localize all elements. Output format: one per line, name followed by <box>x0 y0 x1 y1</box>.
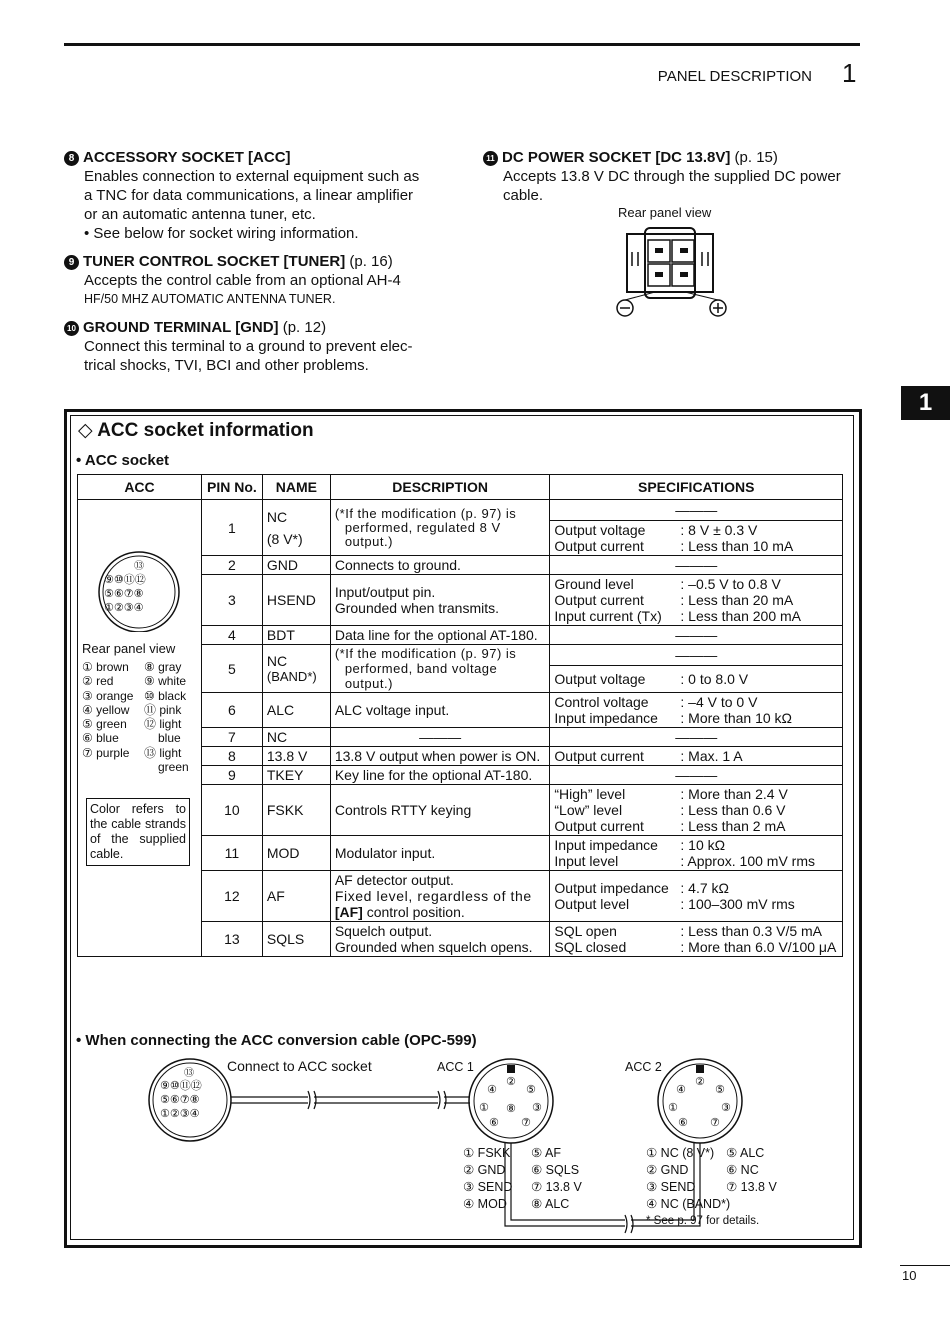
color-item: ⑦ purple <box>82 745 130 760</box>
color-item: blue <box>158 731 181 746</box>
pin-item: ② GND <box>646 1163 689 1177</box>
header-name: NAME <box>262 475 330 500</box>
spec-cell: ——— <box>550 556 843 575</box>
pin-item: ⑧ ALC <box>531 1197 570 1211</box>
description-cell: Squelch output. Grounded when squelch opens. <box>330 922 550 957</box>
dc-figure-label: Rear panel view <box>618 205 712 220</box>
color-item: ⑥ blue <box>82 731 119 746</box>
pin-item: ③ SEND <box>463 1180 513 1194</box>
item-text-line: cable. <box>503 187 544 204</box>
header-description: DESCRIPTION <box>330 475 550 500</box>
color-item: ⑩ black <box>144 688 187 703</box>
color-legend <box>82 660 197 774</box>
pin-cell: 2 <box>201 556 262 575</box>
item-accessory-socket <box>64 148 449 243</box>
name-cell: FSKK <box>262 785 330 836</box>
item-number: 10 <box>64 321 79 336</box>
svg-text:④: ④ <box>676 1084 686 1096</box>
acc-socket-subtitle: • ACC socket <box>76 452 170 469</box>
svg-text:④: ④ <box>487 1084 497 1096</box>
color-item: ⑬ light <box>144 745 182 760</box>
item-text-line: HF/50 MHZ AUTOMATIC ANTENNA TUNER. <box>84 292 336 306</box>
table-header-row <box>78 475 843 500</box>
svg-text:⑬: ⑬ <box>134 561 144 572</box>
item-text-line: Enables connection to external equipment such as <box>84 168 420 185</box>
item-tuner-socket <box>64 252 449 309</box>
color-note: Color refers to the cable strands of the supplied cable. <box>86 798 190 866</box>
pin-cell: 3 <box>201 575 262 626</box>
pin-cell: 4 <box>201 626 262 645</box>
description-cell: ALC voltage input. <box>330 693 550 728</box>
pin-item: ④ MOD <box>463 1197 507 1211</box>
rear-panel-label: Rear panel view <box>82 641 176 656</box>
footer-rule <box>900 1265 950 1266</box>
color-item: ⑪ pink <box>144 702 182 717</box>
chapter-number: 1 <box>842 58 857 88</box>
spec-cell: “High” level : More than 2.4 V “Low” level : Less than 0.6 V Output current : Less than 2 mA <box>550 785 843 836</box>
name-cell: NC <box>262 728 330 747</box>
table-row <box>78 500 843 521</box>
svg-text:⑨⑩⑪⑫: ⑨⑩⑪⑫ <box>160 1080 202 1092</box>
acc-pin-table <box>77 474 843 957</box>
spec-cell: Output impedance : 4.7 kΩ Output level : 100–300 mV rms <box>550 871 843 922</box>
pin-item: ⑦ 13.8 V <box>531 1180 582 1194</box>
section-title: PANEL DESCRIPTION <box>657 68 812 85</box>
header-specifications: SPECIFICATIONS <box>550 475 843 500</box>
svg-text:⑦: ⑦ <box>521 1117 531 1129</box>
spec-cell: ——— <box>550 645 843 666</box>
color-item: green <box>158 760 189 775</box>
item-text-line: a TNC for data communications, a linear amplifier <box>84 187 414 204</box>
pin-cell: 12 <box>201 871 262 922</box>
pin-cell: 13 <box>201 922 262 957</box>
color-item: ① brown <box>82 660 129 674</box>
svg-text:⑧: ⑧ <box>506 1103 516 1115</box>
pin-item: ③ SEND <box>646 1180 696 1194</box>
pin-item: ⑥ SQLS <box>531 1163 580 1177</box>
item-page-ref: (p. 16) <box>345 253 393 270</box>
pin-cell: 10 <box>201 785 262 836</box>
name-cell: 13.8 V <box>262 747 330 766</box>
svg-text:①②③④: ①②③④ <box>160 1108 200 1120</box>
name-cell: AF <box>262 871 330 922</box>
svg-text:⑨⑩⑪⑫: ⑨⑩⑪⑫ <box>104 574 146 586</box>
name-cell: SQLS <box>262 922 330 957</box>
pin-item: ① FSKK <box>463 1146 511 1160</box>
header-rule <box>64 43 860 46</box>
acc2-pin-list <box>646 1145 777 1230</box>
item-text-line: Connect this terminal to a ground to prevent elec- <box>84 338 413 355</box>
svg-text:⑤⑥⑦⑧: ⑤⑥⑦⑧ <box>160 1094 200 1106</box>
svg-text:⑥: ⑥ <box>489 1117 499 1129</box>
acc1-label: ACC 1 <box>437 1060 474 1074</box>
item-number: 11 <box>483 151 498 166</box>
diamond-icon: ◇ <box>78 420 98 441</box>
spec-cell: ——— <box>550 626 843 645</box>
header-acc: ACC <box>78 475 202 500</box>
svg-text:①②③④: ①②③④ <box>104 602 144 614</box>
pin-cell: 11 <box>201 836 262 871</box>
spec-cell: Output voltage : 8 V ± 0.3 V Output current : Less than 10 mA <box>550 521 843 556</box>
page-number: 10 <box>902 1268 917 1283</box>
name-cell: NC (8 V*) <box>262 500 330 556</box>
opc-subtitle: • When connecting the ACC conversion cable (OPC-599) <box>76 1032 477 1049</box>
item-title: ACCESSORY SOCKET [ACC] <box>83 149 291 166</box>
description-cell: 13.8 V output when power is ON. <box>330 747 550 766</box>
name-cell: GND <box>262 556 330 575</box>
spec-cell: Output voltage : 0 to 8.0 V <box>550 666 843 693</box>
spec-cell: Output current : Max. 1 A <box>550 747 843 766</box>
item-page-ref: (p. 12) <box>278 319 327 336</box>
svg-text:⑥: ⑥ <box>678 1117 688 1129</box>
acc-socket-diagram <box>82 548 196 632</box>
color-item: ③ orange <box>82 688 134 703</box>
pin-item: ① NC (8 V*) <box>646 1146 715 1160</box>
spec-cell: Control voltage : –4 V to 0 V Input impedance : More than 10 kΩ <box>550 693 843 728</box>
description-cell: Controls RTTY keying <box>330 785 550 836</box>
pin-cell: 6 <box>201 693 262 728</box>
chapter-tab: 1 <box>901 386 950 420</box>
pin-item: ⑥ NC <box>726 1163 759 1177</box>
color-item: ④ yellow <box>82 702 130 717</box>
acc1-pin-list <box>463 1145 582 1213</box>
name-cell: MOD <box>262 836 330 871</box>
item-page-ref: (p. 15) <box>730 149 778 166</box>
pin-cell: 8 <box>201 747 262 766</box>
name-cell: NC (BAND*) <box>262 645 330 693</box>
svg-text:②: ② <box>506 1076 516 1088</box>
svg-text:⑤⑥⑦⑧: ⑤⑥⑦⑧ <box>104 588 144 600</box>
description-cell: (*If the modification (p. 97) is performed, regulated 8 V output.) <box>330 500 550 556</box>
item-title: DC POWER SOCKET [DC 13.8V] <box>502 149 731 166</box>
color-item: ⑤ green <box>82 717 127 732</box>
item-title: GROUND TERMINAL [GND] <box>83 319 279 336</box>
name-cell: TKEY <box>262 766 330 785</box>
pin-cell: 5 <box>201 645 262 693</box>
svg-text:②: ② <box>695 1076 705 1088</box>
description-cell: Key line for the optional AT-180. <box>330 766 550 785</box>
svg-text:⑤: ⑤ <box>526 1084 536 1096</box>
acc2-footnote: * See p. 97 for details. <box>646 1215 760 1227</box>
item-title: TUNER CONTROL SOCKET [TUNER] <box>83 253 346 270</box>
spec-cell: ——— <box>550 766 843 785</box>
description-cell: (*If the modification (p. 97) is performed, band voltage output.) <box>330 645 550 693</box>
name-cell: BDT <box>262 626 330 645</box>
item-text-line: or an automatic antenna tuner, etc. <box>84 206 316 223</box>
acc-info-title: ◇ ACC socket information <box>78 420 314 441</box>
description-cell: ——— <box>330 728 550 747</box>
pin-item: ⑤ AF <box>531 1146 561 1160</box>
description-cell: Input/output pin. Grounded when transmits. <box>330 575 550 626</box>
item-dc-power-socket <box>483 148 863 205</box>
pin-cell: 9 <box>201 766 262 785</box>
spec-cell: SQL open : Less than 0.3 V/5 mA SQL closed : More than 6.0 V/100 μA <box>550 922 843 957</box>
svg-text:①: ① <box>668 1102 678 1114</box>
connect-label: Connect to ACC socket <box>227 1058 372 1074</box>
pin-item: ④ NC (BAND*) <box>646 1197 731 1211</box>
item-text-line: • See below for socket wiring information. <box>84 225 359 242</box>
svg-text:①: ① <box>479 1102 489 1114</box>
svg-text:⑦: ⑦ <box>710 1117 720 1129</box>
item-ground-terminal <box>64 318 449 375</box>
color-item: ⑨ white <box>144 674 187 689</box>
description-cell: AF detector output. Fixed level, regardless of the [AF] control position. <box>330 871 550 922</box>
color-item: ⑫ light <box>144 717 182 732</box>
pin-item: ② GND <box>463 1163 506 1177</box>
description-cell: Data line for the optional AT-180. <box>330 626 550 645</box>
acc2-label: ACC 2 <box>625 1060 662 1074</box>
spec-cell: ——— <box>550 500 843 521</box>
description-cell: Modulator input. <box>330 836 550 871</box>
spec-cell: Ground level : –0.5 V to 0.8 V Output current : Less than 20 mA Input current (Tx) : Less than 200 mA <box>550 575 843 626</box>
spec-cell: Input impedance : 10 kΩ Input level : Approx. 100 mV rms <box>550 836 843 871</box>
color-item: ⑧ gray <box>144 660 182 674</box>
pin-cell: 1 <box>201 500 262 556</box>
item-text-line: Accepts 13.8 V DC through the supplied DC power <box>503 168 841 185</box>
name-cell: ALC <box>262 693 330 728</box>
pin-cell: 7 <box>201 728 262 747</box>
pin-item: ⑤ ALC <box>726 1146 765 1160</box>
svg-text:⑬: ⑬ <box>184 1068 194 1079</box>
svg-text:③: ③ <box>721 1102 731 1114</box>
dc-socket-diagram <box>610 222 730 320</box>
header-pin: PIN No. <box>201 475 262 500</box>
svg-text:⑤: ⑤ <box>715 1084 725 1096</box>
spec-cell: ——— <box>550 728 843 747</box>
item-number: 9 <box>64 255 79 270</box>
color-item: ② red <box>82 674 114 689</box>
svg-text:③: ③ <box>532 1102 542 1114</box>
item-number: 8 <box>64 151 79 166</box>
name-cell: HSEND <box>262 575 330 626</box>
item-text-line: Accepts the control cable from an optional AH-4 <box>84 272 401 289</box>
pin-item: ⑦ 13.8 V <box>726 1180 777 1194</box>
acc-figure-cell <box>78 500 202 957</box>
item-text-line: trical shocks, TVI, BCI and other problems. <box>84 357 369 374</box>
description-cell: Connects to ground. <box>330 556 550 575</box>
